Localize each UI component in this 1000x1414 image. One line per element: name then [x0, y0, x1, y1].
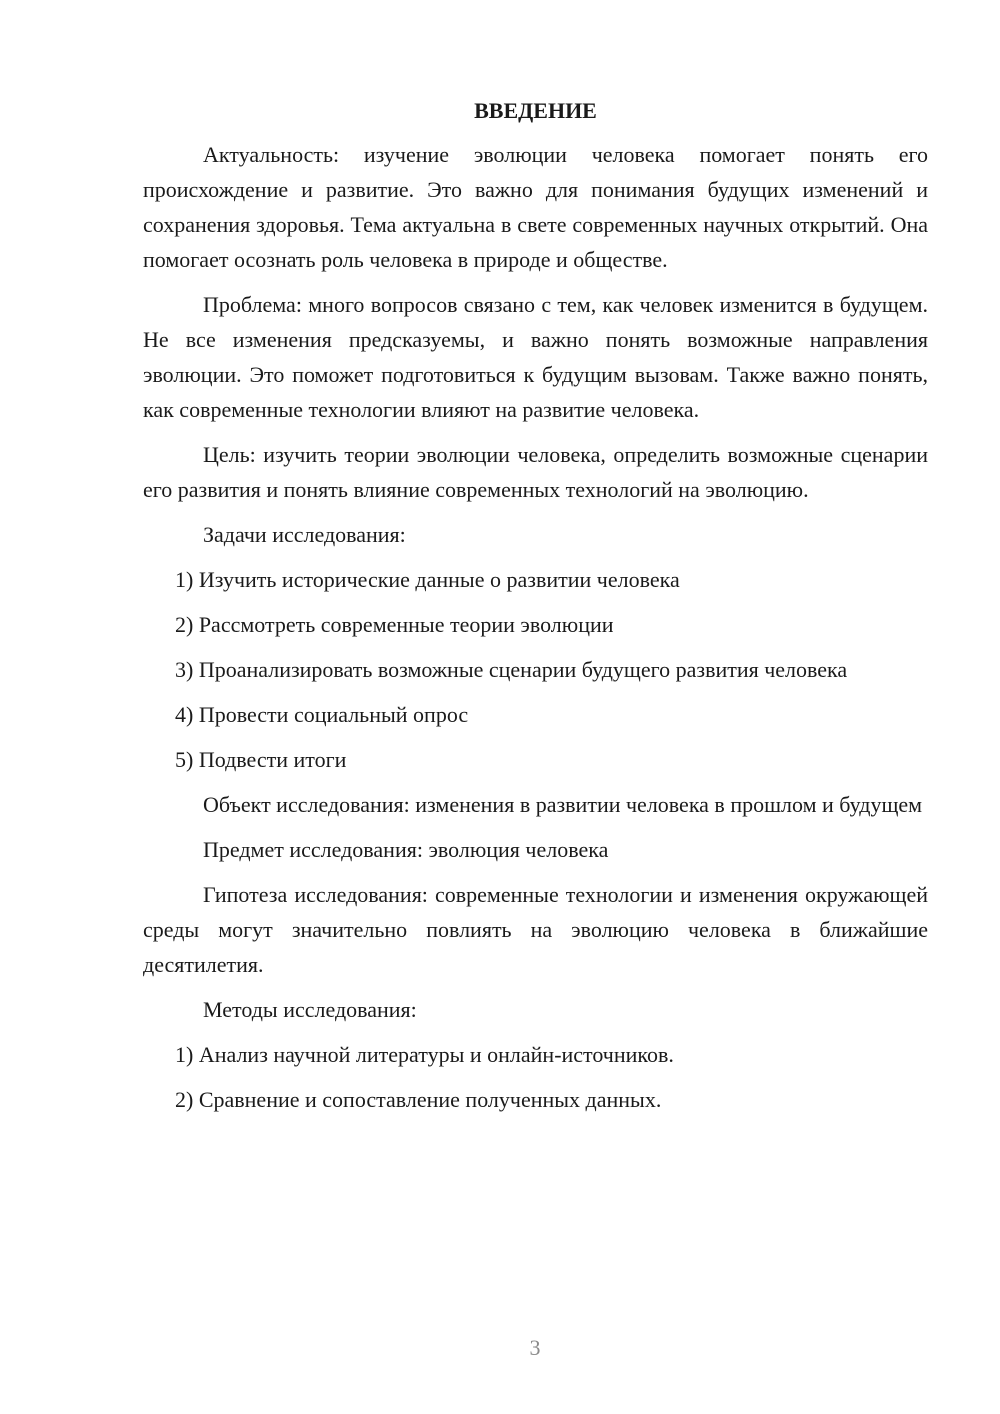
methods-heading: Методы исследования: — [203, 997, 417, 1022]
task-item: 3) Проанализировать возможные сценарии будущего развития человека — [175, 657, 848, 682]
hypothesis-paragraph: Гипотеза исследования: современные технологии и изменения окружающей среды могут значительно повлиять на эволюцию человека в ближайшие десятилетия. — [143, 882, 928, 977]
page-content — [143, 95, 928, 1127]
goal-paragraph: Цель: изучить теории эволюции человека, определить возможные сценарии его развития и понять влияние современных технологий на эволюцию. — [143, 442, 928, 502]
task-item: 1) Изучить исторические данные о развитии человека — [175, 567, 680, 592]
task-item: 5) Подвести итоги — [175, 747, 347, 772]
problem-paragraph: Проблема: много вопросов связано с тем, как человек изменится в будущем. Не все изменения предсказуемы, и важно понять возможные направления эволюции. Это поможет подготовиться к будущим вызовам. Также важно понять, как современные технологии влияют на развитие человека. — [143, 292, 928, 422]
subject-paragraph: Предмет исследования: эволюция человека — [203, 837, 609, 862]
task-item: 2) Рассмотреть современные теории эволюции — [175, 612, 614, 637]
method-item: 2) Сравнение и сопоставление полученных данных. — [175, 1087, 662, 1112]
task-item: 4) Провести социальный опрос — [175, 702, 469, 727]
relevance-paragraph: Актуальность: изучение эволюции человека помогает понять его происхождение и развитие. Это важно для понимания будущих изменений и сохранения здоровья. Тема актуальна в свете современных научных открытий. Она помогает осознать роль человека в природе и обществе. — [143, 142, 928, 272]
page-title: ВВЕДЕНИЕ — [474, 98, 597, 123]
tasks-heading: Задачи исследования: — [203, 522, 406, 547]
method-item: 1) Анализ научной литературы и онлайн-источников. — [175, 1042, 674, 1067]
object-paragraph: Объект исследования: изменения в развитии человека в прошлом и будущем — [203, 792, 923, 817]
page-number: 3 — [529, 1335, 541, 1360]
